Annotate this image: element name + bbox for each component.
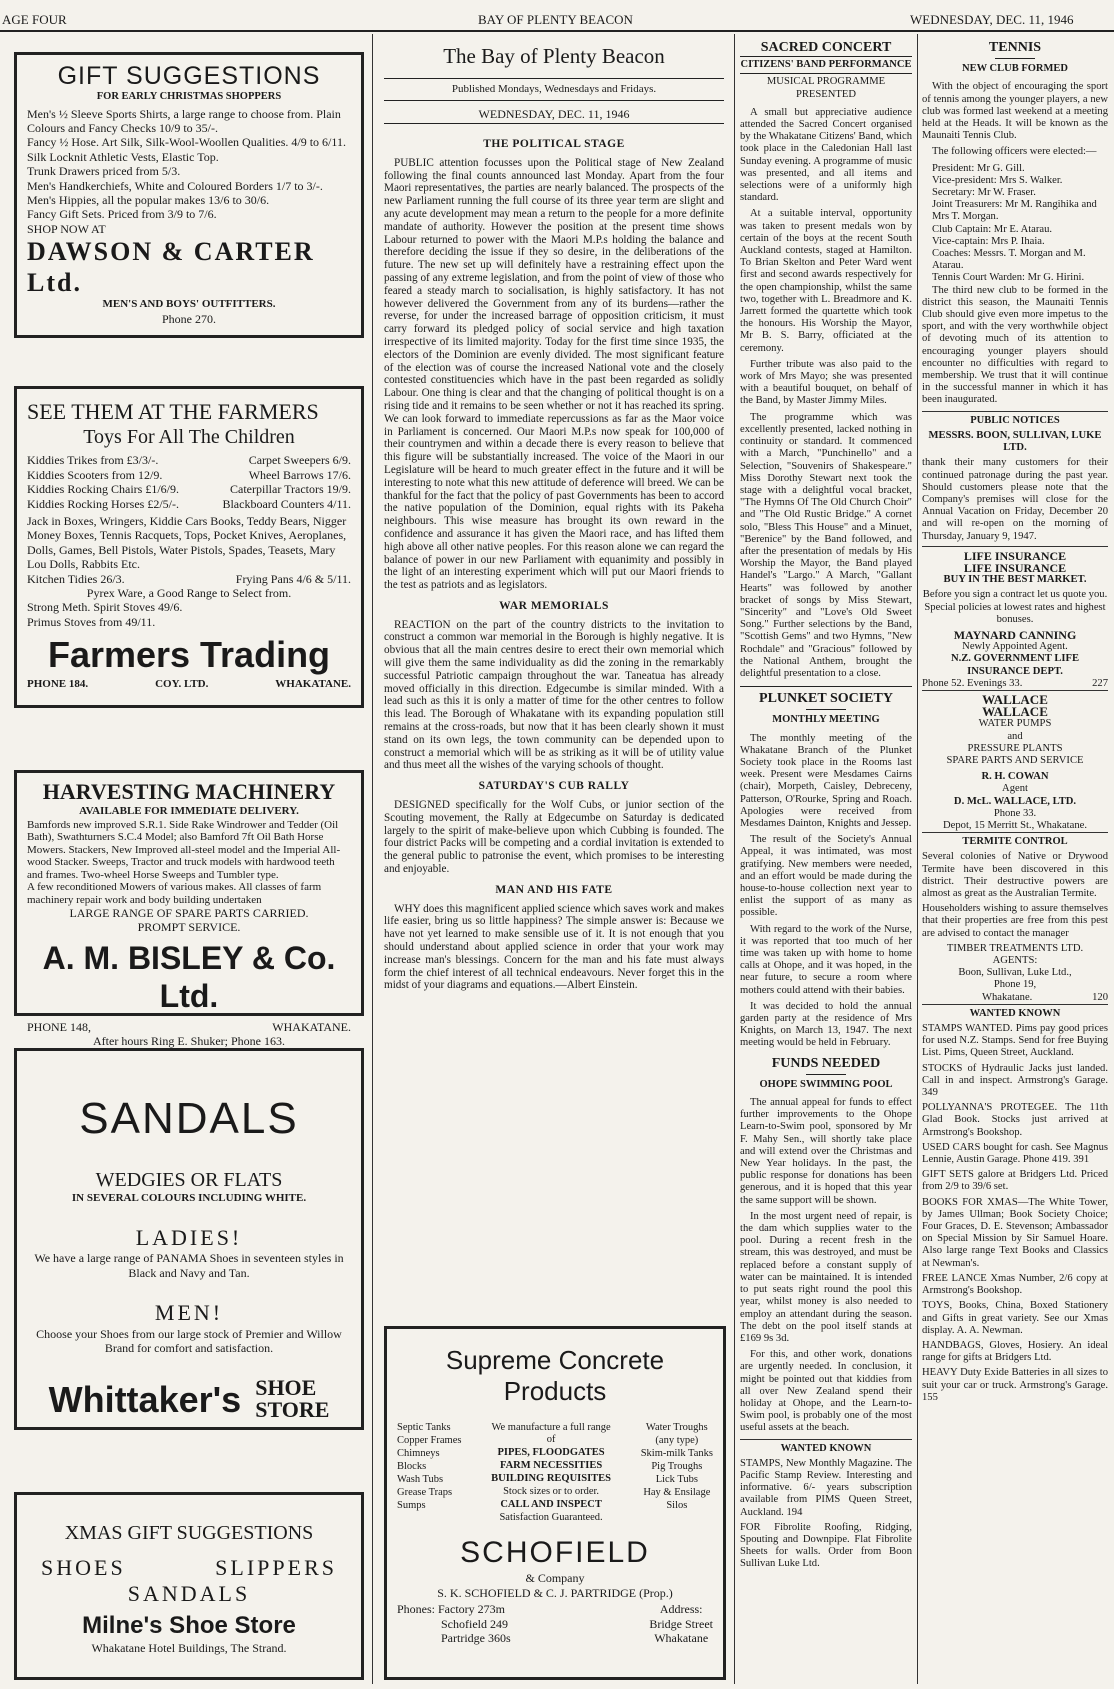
paragraph: Several colonies of Native or Drywood Termite have been discovered in this district. Their destructive powers are almost as great as the Australian Termite. (922, 851, 1108, 899)
page-number: AGE FOUR (2, 12, 67, 27)
milne-shoe-store-ad (14, 1492, 364, 1680)
publication-days: Published Mondays, Wednesdays and Fridays. (451, 83, 657, 95)
ad-line: SANDALS (127, 1581, 251, 1607)
article-subtitle: MUSICAL PROGRAMME PRESENTED (766, 76, 886, 100)
ad-line: Fancy Gift Sets. Priced from 3/9 to 7/6. (27, 207, 217, 222)
column-rule (372, 34, 373, 1684)
rule (384, 78, 724, 79)
ad-line: and (1007, 730, 1023, 742)
ad-item: Blackboard Counters 4/11. (222, 496, 351, 511)
paragraph: Householders wishing to assure themselves that their properties are free from this pest are advised to contact the manager (922, 903, 1108, 939)
classified-item: FOR Fibrolite Roofing, Ridging, Spouting and Downpipe. Flat Fibrolite Sheets for walls. Order from Boon Sullivan Luke Ltd. (740, 1521, 912, 1570)
notice-text: thank their many customers for their continued patronage during the past year. Should customers please note that the Company's premises will close for the Annual Vacation on Friday, December 20 and will re-open on the morning of Thursday, January 9, 1947. (922, 457, 1108, 542)
ad-line: N.Z. GOVERNMENT LIFE INSURANCE DEPT. (950, 653, 1080, 677)
ad-title: XMAS GIFT SUGGESTIONS (64, 1522, 314, 1544)
classified-item: STAMPS WANTED. Pims pay good prices for used N.Z. Stamps. Send for free Buying List. Pims, Queen Street, Auckland. (922, 1023, 1108, 1059)
firm-name: A. M. BISLEY & Co. Ltd. (42, 939, 336, 1015)
article-title: PLUNKET SOCIETY (759, 691, 893, 707)
classified-item: STOCKS of Hydraulic Jacks just landed. Call in and inspect. Armstrong's Garage. 349 (922, 1062, 1108, 1099)
officer: Secretary: Mr W. Fraser. (932, 187, 1036, 199)
ad-number: 120 (1092, 991, 1108, 1003)
paragraph: With regard to the work of the Nurse, it was reported that too much of her time was taken up with home to home calls at Ohope, and it was hoped, in the near future, to secure a room where mothers could attend with their babies. (740, 923, 912, 996)
ad-line: We have a large range of PANAMA Shoes in seventeen styles in Black and Navy and Tan. (34, 1251, 344, 1280)
paragraph: DESIGNED specifically for the Wolf Cubs, or junior section of the Scouting movement, the Rally at Edgecumbe on Saturday is dedicated largely to the spirit of make-believe upon which Cubbing is founded. The four district Packs will be competing and a cordial invitation is extended to the general public to patronise the event, which promises to be interesting and enjoyable. (384, 799, 724, 876)
ad-line: SLIPPERS (215, 1555, 337, 1580)
paragraph: In the most urgent need of repair, is the dam which supplies water to the pool. During a recent fresh in the stream, this was destroyed, and must be replaced before a constant supply of water can be maintained. It is intended to put seats right round the pool this year, whilst money is also needed to employ an attendant during the season. The debt on the pool itself stands at £169 9s 3d. (740, 1210, 912, 1344)
phone-line: Schofield 249 (441, 1616, 508, 1631)
ad-line: WATER PUMPS (978, 718, 1052, 730)
ad-line: Choose your Shoes from our large stock of Premier and Willow Brand for comfort and satisfaction. (36, 1326, 342, 1355)
product-item: BUILDING REQUISITES (491, 1473, 612, 1485)
ad-line: IN SEVERAL COLOURS INCLUDING WHITE. (71, 1191, 307, 1204)
classified-item: GIFT SETS galore at Bridgers Ltd. Priced from 2/9 to 39/6 set. (922, 1169, 1108, 1193)
ad-line: LARGE RANGE OF SPARE PARTS CARRIED. (69, 906, 309, 921)
ad-phone: Phone 52. Evenings 33. (922, 677, 1023, 689)
ad-subtitle: AVAILABLE FOR IMMEDIATE DELIVERY. (79, 805, 299, 818)
paragraph: REACTION on the part of the country districts to the invitation to construct a common war memorial in the Borough is highly negative. It is obvious that all the main centres desire to erect their own memorial which will give them the same individuality as did the zoning in the remarkably successful Patriotic campaign throughout the war. Taneatua has already moved officially in this direction. Edgecumbe is similar minded. With a lead such as this it is only a matter of time for the other centres to follow this lead. The Borough of Whakatane with its expanding population still remains at the cross-roads, but now that it has been clearly shown it must stand on its own legs, the town community can be depended upon to construct a memorial which will be as striking as it will be of utility value and thus meet all the wishes of the varying schools of thought. (384, 618, 724, 772)
column-rule (917, 34, 918, 1684)
paragraph: It was decided to hold the annual garden party at the residence of Mrs Knights, on March 13, 1947. The next meeting would be held in February. (740, 1000, 912, 1049)
product-item: Grease Traps (397, 1487, 453, 1499)
paragraph: Further tribute was also paid to the work of Mrs Mayo; she was presented with a beautiful bouquet, on behalf of the Band, by Master Jimmy Miles. (740, 358, 912, 407)
news-column-4 (922, 42, 1108, 1682)
ad-paragraph: Jack in Boxes, Wringers, Kiddie Cars Books, Teddy Bears, Nigger Money Boxes, Tennis Racquets, Tops, Pocket Knives, Aeroplanes, Dolls, Games, Bell Pistols, Water Pistols, Spades, Teasets, Mary Lou Dolls, Rabbits Etc. (27, 513, 347, 572)
ad-line: PROMPT SERVICE. (137, 920, 241, 935)
rule (806, 1074, 846, 1075)
product-item: Pig Troughs (651, 1461, 703, 1473)
news-column-3 (740, 42, 912, 1682)
classified-item: POLLYANNA'S PROTEGEE. The 11th Glad Book. Stocks just arrived at Armstrong's Bookshop. (922, 1102, 1108, 1138)
section-heading: THE POLITICAL STAGE (483, 138, 625, 150)
ad-phone: Phone 19, (993, 979, 1037, 991)
paragraph: At a suitable interval, opportunity was taken to present medals won by certain of the boys at the recent South Auckland contests, staged at Hamilton. To Brian Skelton and Peter Ward went first and second awards respectively for the open championship, whilst the same two, together with L. Breadmore and K. Jarrett formed the quartette which took the honours. His Worship the Mayor, Mr B. S. Barry, officiated at the ceremony. (740, 208, 912, 354)
product-item: Skim-milk Tanks (640, 1448, 713, 1460)
issue-date: WEDNESDAY, DEC. 11, 1946 (910, 12, 1074, 27)
gift-suggestions-ad (14, 52, 364, 338)
paragraph: The third new club to be formed in the district this season, the Maunaiti Tennis Club should give even more impetus to the sport, and with the very worthwhile object of devoting much of its attention to encouraging younger players should encounter no difficulties with regard to membership. We trust that it will continue in the successful manner in which it has been inaugurated. (922, 284, 1108, 406)
ad-subtitle: FOR EARLY CHRISTMAS SHOPPERS (96, 91, 282, 102)
ad-line: Boon, Sullivan, Luke Ltd., (958, 967, 1072, 979)
product-item: PIPES, FLOODGATES (497, 1447, 605, 1459)
ad-item: Strong Meth. Spirit Stoves 49/6. (27, 600, 183, 615)
masthead (0, 12, 1114, 32)
farmers-trading-ad (14, 386, 364, 708)
ad-line: SHOE (255, 1375, 317, 1401)
article-title: TENNIS (988, 40, 1042, 55)
product-item: Silos (666, 1500, 688, 1512)
product-item: FARM NECESSITIES (499, 1460, 603, 1472)
ad-line: Silk Locknit Athletic Vests, Elastic Top. (27, 149, 219, 164)
ad-item: Frying Pans 4/6 & 5/11. (235, 571, 351, 586)
ad-phone: Phone 33. (993, 807, 1037, 819)
address-line: Bridge Street (649, 1616, 713, 1631)
ad-body: A few reconditioned Mowers of various makes. All classes of farm machinery repair work and body building undertaken (27, 881, 322, 906)
rule (806, 709, 846, 710)
firm-name: D. McL. WALLACE, LTD. (953, 795, 1077, 807)
paragraph: PUBLIC attention focusses upon the Political stage of New Zealand following the final counts announced last Monday. Apart from the four Maori representatives, the parties are nearly balanced. The prospects of the new Parliament running the full course of its three year term are slight and any acute development may mean a return to the people for a more definite mandate of authority. However the position at the present time shows Labour returned to power with the Maori M.P.s holding the balance and therefore deciding the issue if they so desire, in the deliberations of the future. The new set up will definitely have a restraining effect upon the passing of any extreme legislation, and from the point of view of those who feared a steady march to socialisation, is highly satisfactory. It has not however delivered the Government from any of its burdens—rather the reverse, for under the increased barrage of opposition criticism, it must carry forward its pledged policy of social service and high taxation irrespective of its limited majority. Today for the first time since 1935, the electors of the Dominion are evenly divided. The most significant feature of the election was of course the increased National vote and the closely contested constituencies which have in the past been regarded as solidly Labour. One thing is clear and that the changing of political thought is on a rising tide and it remains to be seen whether or not it has reached its spring. We can look forward to immediate repercussions as far as the Maor voice in Parliament is concerned. Our Maori M.P.s now speak for 100,000 of their countrymen and within a decade there is every reason to believe that this figure will be substantially increased. The voice of the Maori in our Legislature will be heard to much greater effect in the future and it will be interesting to note what this new attitude of deference will breed. We can be thankful for the fact that the policy of past Governments has been to accord the native population of the Dominion, equal rights with its Pakeha neighbours. This wise measure has brought its own reward in the confidence and assurance it has given the Maori race, and has lifted them high above all other native peoples. For this reason alone we can regard the balance of power in our new Parliament with equanimity and possibly in the light of an interesting experiment which will put our Maori friends to the test as patriots and as legislators. (384, 156, 724, 592)
ad-title: Products (503, 1376, 607, 1407)
product-item: Wash Tubs (397, 1474, 444, 1486)
article-title: SACRED CONCERT (760, 40, 892, 55)
section-heading: PUBLIC NOTICES (970, 414, 1060, 426)
firm-subtitle: MEN'S AND BOYS' OUTFITTERS. (102, 298, 276, 311)
paper-name: BAY OF PLENTY BEACON (478, 12, 633, 27)
phone-line: Phones: Factory 273m (397, 1602, 505, 1617)
agent-name: MAYNARD CANNING (953, 627, 1077, 642)
firm-phone: Phone 270. (162, 311, 216, 326)
product-item: Hay & Ensilage (643, 1487, 711, 1499)
ad-line: WEDGIES OR FLATS (95, 1168, 283, 1191)
paragraph: A small but appreciative audience attended the Sacred Concert organised by the Whakatane Citizens' Band, which took place in the Caledonian Hall last Sunday evening. A programme of music was presented, and all items and selections were of a uniformly high standard. (740, 106, 912, 204)
paragraph: The monthly meeting of the Whakatane Branch of the Plunket Society took place in the Rooms last week. Present were Mesdames Cairns (chair), Morpeth, Caisley, Debreceny, Patterson, O'Rourke, Spring and Roach. Apologies were received from Mesdames Dainton, Knights and Jessep. (740, 732, 912, 829)
ad-item: Kitchen Tidies 26/3. (27, 571, 125, 586)
classified-item: STAMPS, New Monthly Magazine. The Pacific Stamp Review. Interesting and informative. 6/- years subscription available from PIMS Queen Street, Auckland. 194 (740, 1457, 912, 1518)
firm-props: S. K. SCHOFIELD & C. J. PARTRIDGE (Prop.) (437, 1585, 673, 1600)
product-item: Copper Frames (397, 1435, 462, 1447)
brand-name: Farmers Trading (47, 634, 331, 676)
rule (740, 73, 912, 74)
article-subtitle: MONTHLY MEETING (772, 714, 880, 726)
address-line: Whakatane (654, 1630, 709, 1645)
paragraph: The following officers were elected:— (932, 146, 1097, 158)
ad-town: Whakatane. (982, 991, 1033, 1003)
officer: Vice-captain: Mrs P. Ihaia. (932, 235, 1045, 247)
phone-line: Partridge 360s (441, 1630, 511, 1645)
officer: Club Captain: Mr E. Atarau. (932, 223, 1053, 235)
rule (740, 56, 912, 57)
brand-name: Milne's Shoe Store (82, 1611, 296, 1639)
classified-item: TOYS, Books, China, Boxed Stationery and Gifts in great variety. See our Xmas display. A. A. Newman. (922, 1300, 1108, 1336)
sandals-ad (14, 1048, 364, 1430)
column-rule (734, 34, 735, 1684)
rule (995, 58, 1035, 59)
ad-line: Men's ½ Sleeve Sports Shirts, a large range to choose from. Plain Colours and Fancy Checks 10/9 to 35/-. (27, 106, 341, 135)
rule (740, 686, 912, 687)
ad-item: Kiddies Trikes from £3/3/-. (27, 453, 159, 468)
ad-phone: PHONE 148, (27, 1019, 92, 1034)
firm-name: SCHOFIELD (460, 1536, 650, 1570)
address-line: Address: (659, 1602, 703, 1617)
product-item: Water Troughs (645, 1422, 708, 1434)
product-item: Chimneys (397, 1448, 440, 1460)
section-heading: SATURDAY'S CUB RALLY (478, 780, 630, 793)
ad-title: GIFT SUGGESTIONS (57, 62, 321, 90)
firm-company: & Company (525, 1571, 585, 1586)
paragraph: The annual appeal for funds to effect further improvements to the Ohope Learn-to-Swim pool, sponsored by Mr F. Mahy Sen., will shortly take place and will extend over the Christmas and New Year holidays. In the past, the public response for donations has been generous, and it is hoped that this year the same support will be shown. (740, 1097, 912, 1206)
ad-line: SHOP NOW AT (27, 221, 106, 236)
paragraph: For this, and other work, donations are urgently needed. In conclusion, it might be pointed out that kiddies from all over New Zealand spend their holiday at Ohope, and the Learn-to-Swim pool, is probably one of the most useful assets at the beach. (740, 1349, 912, 1434)
ad-line: LADIES! (135, 1224, 243, 1250)
ad-item: Caterpillar Tractors 19/9. (230, 482, 351, 497)
ad-town: WHAKATANE. (272, 1019, 351, 1034)
section-heading: TERMITE CONTROL (962, 836, 1068, 848)
ad-title: LIFE INSURANCE (963, 560, 1067, 575)
section-heading: WANTED KNOWN (780, 1442, 872, 1454)
ad-line: Fancy ½ Hose. Art Silk, Silk-Wool-Woollen Qualities. 4/9 to 6/11. (27, 135, 346, 150)
ad-line: Men's Hippies, all the popular makes 13/6 to 30/6. (27, 192, 270, 207)
rule (384, 100, 724, 101)
ad-title: WALLACE (982, 704, 1048, 720)
officer: Coaches: Messrs. T. Morgan and M. Atarau. (932, 248, 1086, 272)
product-item: CALL AND INSPECT (500, 1499, 602, 1511)
ad-address: Whakatane Hotel Buildings, The Strand. (91, 1640, 287, 1655)
section-heading: WANTED KNOWN (969, 1007, 1061, 1019)
paragraph: The programme which was excellently presented, lacked nothing in continuity or standard. It commenced with a March, "Punchinello" and a Selection, "Souvenirs of Shakespeare." Miss Dorothy Stewart next took the stage with a delightful vocal bracket, "The Hymns Of The Old Church Choir" and "The Old Rustic Bridge." A cornet solo, "Bless This House" and a Minuet, "Berenice" by the Band followed, and after the presentation of medals by His Worship the Mayor, the Band played Handel's "Largo." A March, "Gallant Hearts" was followed by another bracket of songs by Miss Stewart, "Sincerity" and "Love's Old Sweet Song." Further selections by the Band, "Scottish Gems" and two Hymns, "New Rochdale" and "Gracious" followed by the National Anthem, brought the delightful presentation to a close. (740, 411, 912, 679)
classified-item: HANDBAGS, Gloves, Hosiery. An ideal range for gifts at Bridgers Ltd. (922, 1339, 1108, 1364)
product-item: We manufacture a full range of (491, 1422, 611, 1446)
brand-name: Whittaker's (48, 1378, 242, 1420)
paragraph: The result of the Society's Annual Appeal, it was intimated, was most gratifying. New members were needed, and an effort would be made during the house-to-house collection next year to enlist the support of as many as possible. (740, 834, 912, 919)
section-heading: WAR MEMORIALS (499, 599, 609, 612)
nameplate: The Bay of Plenty Beacon (443, 44, 665, 68)
ad-line: Men's Handkerchiefs, White and Coloured Borders 1/7 to 3/-. (27, 178, 323, 193)
supreme-concrete-ad (384, 1326, 726, 1680)
product-item: Septic Tanks (397, 1422, 451, 1434)
article-subtitle: OHOPE SWIMMING POOL (759, 1078, 893, 1090)
rule (384, 123, 724, 124)
ad-line: Trunk Drawers priced from 5/3. (27, 164, 181, 179)
ad-title: SEE THEM AT THE FARMERS (27, 399, 319, 424)
ad-line: SHOES (41, 1555, 126, 1580)
product-item: (any type) (655, 1435, 699, 1447)
product-item: Sumps (397, 1500, 426, 1512)
ad-item: Pyrex Ware, a Good Range to Select from. (86, 585, 292, 600)
ad-item: Kiddies Scooters from 12/9. (27, 467, 163, 482)
ad-line: Newly Appointed Agent. (962, 641, 1068, 653)
classified-item: BOOKS FOR XMAS—The White Tower, by James Ullman; Book Society Choice; Four Graces, D. E. Stevenson; Ambassador on Special Mission by Sir Samuel Hoare. Also large range Text Books and Classics at Newman's. (922, 1196, 1108, 1269)
ad-title: WALLACE (982, 691, 1048, 707)
paragraph: With the object of encouraging the sport of tennis among the younger players, a new club was formed last weekend at a meeting held at the Heads. It will be known as the Maunaiti Tennis Club. (922, 81, 1108, 142)
ad-address: Depot, 15 Merritt St., Whakatane. (943, 819, 1087, 831)
ad-line: MEN! (154, 1300, 224, 1326)
ad-line: AGENTS: (992, 955, 1038, 967)
paragraph: WHY does this magnificent applied science which saves work and makes life easier, bring us so little happiness? The simple answer is: Because we have not yet learned to make sensible use of it. It is not enough that you should understand about applied science in order that your work may increase man's blessings. Concern for the man and his fate must always form the chief interest of all technical endeavours. Never forget this in the midst of your diagrams and equations.—Albert Einstein. (384, 902, 724, 992)
article-title: FUNDS NEEDED (771, 1055, 881, 1071)
ad-line: SPARE PARTS AND SERVICE (946, 754, 1084, 766)
ad-town: WHAKATANE. (275, 678, 351, 691)
ad-line: Before you sign a contract let us quote you. (922, 589, 1108, 601)
agent-name: R. H. COWAN (981, 771, 1049, 783)
ad-number: 227 (1092, 677, 1108, 689)
ad-item: Kiddies Rocking Chairs £1/6/9. (27, 482, 179, 497)
ad-line: PRESSURE PLANTS (967, 742, 1063, 754)
ad-coy: COY. LTD. (155, 678, 209, 691)
product-item: Satisfaction Guaranteed. (499, 1512, 603, 1524)
officer: Tennis Court Warden: Mr G. Hirini. (932, 272, 1085, 284)
ad-title: SANDALS (79, 1094, 299, 1143)
harvesting-machinery-ad (14, 770, 364, 1049)
ad-item: Wheel Barrows 17/6. (248, 467, 351, 482)
ad-title: Supreme Concrete (445, 1345, 665, 1375)
product-item: Blocks (397, 1461, 427, 1473)
editorial-column (384, 130, 724, 1310)
ad-phone: PHONE 184. (27, 678, 89, 691)
classified-item: FREE LANCE Xmas Number, 2/6 copy at Armstrong's Bookshop. (922, 1272, 1108, 1297)
ad-subtitle: Toys For All The Children (83, 426, 295, 449)
ad-item: Kiddies Rocking Horses £2/5/-. (27, 496, 179, 511)
article-subtitle: CITIZENS' BAND PERFORMANCE (740, 59, 912, 71)
firm-name: DAWSON & CARTER Ltd. (27, 237, 315, 298)
firm-name: TIMBER TREATMENTS LTD. (946, 942, 1084, 954)
section-heading: MAN AND HIS FATE (495, 883, 613, 896)
editorial-date: WEDNESDAY, DEC. 11, 1946 (478, 107, 630, 121)
ad-after-hours: After hours Ring E. Shuker; Phone 163. (93, 1034, 285, 1049)
classified-item: USED CARS bought for cash. See Magnus Lennie, Austin Garage. Phone 419. 391 (922, 1141, 1108, 1166)
ad-body: Bamfords new improved S.R.1. Side Rake Windrower and Tedder (Oil Bath), Swathturners S.C.4 Model; also Bamford 7ft Oil Bath Horse Mowers. Stackers, New Improved all-steel model and the Imperial All-wood Stacker. Sweeps, Tractor and truck models with hardwood teeth and frames. Two-wheel Horse Sweeps and Tumbler type. (27, 818, 341, 881)
masthead-rule (0, 30, 1114, 32)
officer: Vice-president: Mrs S. Walker. (932, 174, 1063, 186)
ad-item: Primus Stoves from 49/11. (27, 614, 156, 629)
classified-item: HEAVY Duty Exide Batteries in all sizes to suit your car or truck. Armstrong's Garage. 155 (922, 1367, 1108, 1403)
ad-title: LIFE INSURANCE (963, 548, 1067, 563)
ad-line: Agent (1002, 783, 1028, 795)
ad-subtitle: BUY IN THE BEST MARKET. (943, 574, 1087, 586)
ad-line: Special policies at lowest rates and highest bonuses. (924, 601, 1106, 625)
ad-item: Carpet Sweepers 6/9. (248, 453, 351, 468)
product-item: Lick Tubs (655, 1474, 698, 1486)
ad-line: STORE (255, 1397, 330, 1423)
notice-firm: MESSRS. BOON, SULLIVAN, LUKE LTD. (928, 429, 1102, 454)
officer: President: Mr G. Gill. (932, 162, 1025, 174)
officer: Joint Treasurers: Mr M. Rangihika and Mrs T. Morgan. (932, 199, 1097, 223)
product-item: Stock sizes or to order. (503, 1486, 600, 1498)
article-subtitle: NEW CLUB FORMED (962, 63, 1068, 75)
ad-title: HARVESTING MACHINERY (42, 779, 336, 804)
